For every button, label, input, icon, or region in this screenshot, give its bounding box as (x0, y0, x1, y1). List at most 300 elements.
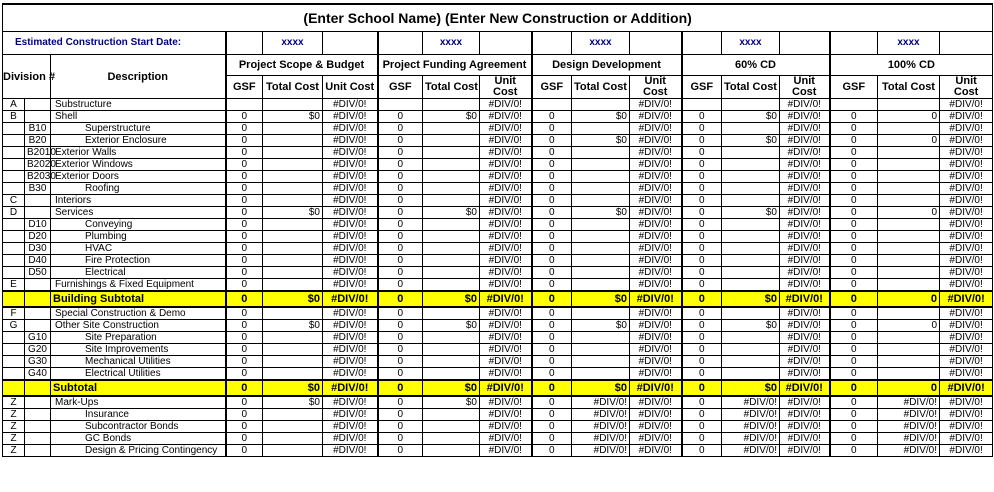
division-code[interactable]: C (3, 195, 25, 207)
total-cost-cell[interactable]: $0 (722, 291, 780, 307)
unit-cost-cell[interactable]: #DIV/0! (780, 368, 830, 381)
unit-cost-cell[interactable]: #DIV/0! (940, 111, 993, 123)
unit-cost-cell[interactable]: #DIV/0! (940, 171, 993, 183)
gsf-cell[interactable]: 0 (830, 396, 878, 409)
total-cost-cell[interactable]: $0 (423, 111, 480, 123)
total-cost-cell[interactable] (572, 123, 630, 135)
gsf-cell[interactable]: 0 (532, 123, 572, 135)
gsf-cell[interactable]: 0 (682, 433, 722, 445)
unit-cost-cell[interactable]: #DIV/0! (780, 279, 830, 292)
total-cost-cell[interactable] (572, 171, 630, 183)
unit-cost-cell[interactable]: #DIV/0! (940, 307, 993, 320)
unit-cost-cell[interactable]: #DIV/0! (630, 291, 682, 307)
unit-cost-cell[interactable]: #DIV/0! (940, 332, 993, 344)
subdivision-code[interactable]: D20 (25, 231, 51, 243)
unit-cost-cell[interactable]: #DIV/0! (323, 368, 378, 381)
unit-cost-cell[interactable]: #DIV/0! (630, 159, 682, 171)
total-cost-cell[interactable] (263, 99, 323, 111)
gsf-cell[interactable]: 0 (682, 255, 722, 267)
gsf-cell[interactable]: 0 (532, 433, 572, 445)
gsf-cell[interactable]: 0 (226, 433, 263, 445)
total-cost-cell[interactable]: $0 (572, 111, 630, 123)
gsf-cell[interactable]: 0 (830, 207, 878, 219)
division-code[interactable]: Z (3, 433, 25, 445)
gsf-cell[interactable]: 0 (226, 111, 263, 123)
gsf-cell[interactable]: 0 (226, 291, 263, 307)
total-cost-cell[interactable]: $0 (722, 320, 780, 332)
gsf-cell[interactable]: 0 (532, 195, 572, 207)
subdivision-code[interactable]: D30 (25, 243, 51, 255)
unit-cost-cell[interactable]: #DIV/0! (480, 111, 532, 123)
gsf-cell[interactable]: 0 (532, 171, 572, 183)
gsf-cell[interactable]: 0 (532, 344, 572, 356)
unit-cost-cell[interactable]: #DIV/0! (630, 135, 682, 147)
total-cost-cell[interactable] (423, 147, 480, 159)
division-code[interactable] (3, 356, 25, 368)
unit-cost-cell[interactable]: #DIV/0! (780, 159, 830, 171)
total-cost-cell[interactable] (722, 183, 780, 195)
unit-cost-cell[interactable]: #DIV/0! (940, 291, 993, 307)
total-cost-cell[interactable] (878, 356, 940, 368)
total-cost-cell[interactable] (722, 267, 780, 279)
gsf-cell[interactable]: 0 (830, 111, 878, 123)
division-code[interactable]: Z (3, 421, 25, 433)
unit-cost-cell[interactable]: #DIV/0! (630, 344, 682, 356)
description-cell[interactable]: Shell (51, 111, 226, 123)
unit-cost-cell[interactable]: #DIV/0! (780, 111, 830, 123)
description-cell[interactable]: Site Preparation (51, 332, 226, 344)
unit-cost-cell[interactable]: #DIV/0! (780, 183, 830, 195)
unit-cost-cell[interactable]: #DIV/0! (323, 396, 378, 409)
total-cost-cell[interactable]: $0 (263, 380, 323, 396)
gsf-cell[interactable]: 0 (378, 320, 423, 332)
unit-cost-cell[interactable]: #DIV/0! (940, 320, 993, 332)
unit-cost-cell[interactable]: #DIV/0! (630, 183, 682, 195)
gsf-cell[interactable]: 0 (682, 111, 722, 123)
total-cost-cell[interactable] (423, 183, 480, 195)
total-cost-cell[interactable]: #DIV/0! (572, 409, 630, 421)
unit-cost-cell[interactable]: #DIV/0! (940, 368, 993, 381)
total-cost-cell[interactable] (878, 171, 940, 183)
total-cost-cell[interactable]: #DIV/0! (572, 421, 630, 433)
total-cost-cell[interactable] (722, 171, 780, 183)
gsf-cell[interactable]: 0 (682, 421, 722, 433)
division-code[interactable] (3, 135, 25, 147)
unit-cost-cell[interactable]: #DIV/0! (630, 356, 682, 368)
unit-cost-cell[interactable]: #DIV/0! (780, 433, 830, 445)
unit-cost-cell[interactable]: #DIV/0! (323, 159, 378, 171)
total-cost-cell[interactable]: $0 (572, 291, 630, 307)
gsf-cell[interactable]: 0 (830, 231, 878, 243)
subdivision-code[interactable] (25, 207, 51, 219)
total-cost-cell[interactable]: #DIV/0! (722, 433, 780, 445)
gsf-cell[interactable]: 0 (830, 279, 878, 292)
description-cell[interactable]: Mechanical Utilities (51, 356, 226, 368)
total-cost-cell[interactable] (263, 332, 323, 344)
gsf-cell[interactable]: 0 (226, 320, 263, 332)
total-cost-cell[interactable] (572, 344, 630, 356)
subdivision-code[interactable]: D10 (25, 219, 51, 231)
subdivision-code[interactable]: B30 (25, 183, 51, 195)
total-cost-cell[interactable] (878, 255, 940, 267)
description-cell[interactable]: Interiors (51, 195, 226, 207)
gsf-cell[interactable]: 0 (682, 320, 722, 332)
gsf-cell[interactable]: 0 (830, 332, 878, 344)
unit-cost-cell[interactable]: #DIV/0! (323, 111, 378, 123)
unit-cost-cell[interactable]: #DIV/0! (480, 183, 532, 195)
description-cell[interactable]: Plumbing (51, 231, 226, 243)
unit-cost-cell[interactable]: #DIV/0! (780, 445, 830, 457)
gsf-cell[interactable]: 0 (682, 380, 722, 396)
unit-cost-cell[interactable]: #DIV/0! (323, 433, 378, 445)
unit-cost-cell[interactable]: #DIV/0! (940, 356, 993, 368)
gsf-cell[interactable]: 0 (532, 380, 572, 396)
start-date-value[interactable]: xxxx (423, 32, 480, 55)
total-cost-cell[interactable]: 0 (878, 380, 940, 396)
gsf-cell[interactable]: 0 (226, 279, 263, 292)
subdivision-code[interactable] (25, 195, 51, 207)
division-code[interactable] (3, 368, 25, 381)
subdivision-code[interactable] (25, 433, 51, 445)
gsf-cell[interactable]: 0 (830, 219, 878, 231)
gsf-cell[interactable]: 0 (532, 445, 572, 457)
total-cost-cell[interactable]: #DIV/0! (722, 445, 780, 457)
total-cost-cell[interactable] (263, 171, 323, 183)
total-cost-cell[interactable] (722, 219, 780, 231)
total-cost-cell[interactable] (423, 159, 480, 171)
total-cost-cell[interactable] (878, 243, 940, 255)
total-cost-cell[interactable] (722, 147, 780, 159)
total-cost-cell[interactable]: #DIV/0! (878, 421, 940, 433)
unit-cost-cell[interactable]: #DIV/0! (780, 243, 830, 255)
unit-cost-cell[interactable]: #DIV/0! (940, 279, 993, 292)
gsf-cell[interactable]: 0 (378, 307, 423, 320)
gsf-cell[interactable]: 0 (682, 207, 722, 219)
gsf-cell[interactable]: 0 (378, 207, 423, 219)
gsf-cell[interactable]: 0 (682, 147, 722, 159)
gsf-cell[interactable]: 0 (830, 445, 878, 457)
total-cost-cell[interactable] (878, 279, 940, 292)
total-cost-cell[interactable]: $0 (263, 320, 323, 332)
gsf-cell[interactable]: 0 (226, 255, 263, 267)
unit-cost-cell[interactable]: #DIV/0! (780, 135, 830, 147)
gsf-cell[interactable]: 0 (532, 291, 572, 307)
unit-cost-cell[interactable]: #DIV/0! (780, 219, 830, 231)
gsf-cell[interactable]: 0 (830, 433, 878, 445)
total-cost-cell[interactable] (878, 307, 940, 320)
total-cost-cell[interactable] (263, 344, 323, 356)
description-cell[interactable]: Services (51, 207, 226, 219)
total-cost-cell[interactable] (423, 171, 480, 183)
description-cell[interactable]: Roofing (51, 183, 226, 195)
description-cell[interactable]: Exterior Windows (51, 159, 226, 171)
unit-cost-cell[interactable]: #DIV/0! (323, 147, 378, 159)
unit-cost-cell[interactable]: #DIV/0! (323, 320, 378, 332)
unit-cost-cell[interactable]: #DIV/0! (940, 183, 993, 195)
unit-cost-cell[interactable]: #DIV/0! (480, 219, 532, 231)
division-code[interactable]: A (3, 99, 25, 111)
total-cost-cell[interactable]: $0 (572, 135, 630, 147)
total-cost-cell[interactable]: #DIV/0! (722, 421, 780, 433)
division-code[interactable] (3, 183, 25, 195)
gsf-cell[interactable]: 0 (830, 356, 878, 368)
gsf-cell[interactable]: 0 (532, 356, 572, 368)
unit-cost-cell[interactable]: #DIV/0! (630, 243, 682, 255)
division-code[interactable] (3, 171, 25, 183)
gsf-cell[interactable]: 0 (378, 231, 423, 243)
total-cost-cell[interactable] (423, 243, 480, 255)
gsf-cell[interactable]: 0 (532, 231, 572, 243)
unit-cost-cell[interactable]: #DIV/0! (940, 380, 993, 396)
unit-cost-cell[interactable]: #DIV/0! (323, 421, 378, 433)
gsf-cell[interactable]: 0 (532, 207, 572, 219)
unit-cost-cell[interactable]: #DIV/0! (323, 291, 378, 307)
total-cost-cell[interactable]: $0 (263, 291, 323, 307)
unit-cost-cell[interactable]: #DIV/0! (940, 243, 993, 255)
unit-cost-cell[interactable]: #DIV/0! (480, 368, 532, 381)
total-cost-cell[interactable] (263, 279, 323, 292)
unit-cost-cell[interactable]: #DIV/0! (323, 267, 378, 279)
total-cost-cell[interactable] (263, 219, 323, 231)
unit-cost-cell[interactable]: #DIV/0! (780, 171, 830, 183)
unit-cost-cell[interactable]: #DIV/0! (940, 159, 993, 171)
unit-cost-cell[interactable]: #DIV/0! (940, 433, 993, 445)
unit-cost-cell[interactable]: #DIV/0! (323, 279, 378, 292)
total-cost-cell[interactable] (572, 255, 630, 267)
gsf-cell[interactable]: 0 (532, 409, 572, 421)
unit-cost-cell[interactable]: #DIV/0! (940, 421, 993, 433)
gsf-cell[interactable]: 0 (532, 135, 572, 147)
division-code[interactable] (3, 344, 25, 356)
total-cost-cell[interactable] (878, 344, 940, 356)
unit-cost-cell[interactable]: #DIV/0! (630, 147, 682, 159)
unit-cost-cell[interactable]: #DIV/0! (630, 123, 682, 135)
gsf-cell[interactable] (378, 99, 423, 111)
description-cell[interactable]: Site Improvements (51, 344, 226, 356)
unit-cost-cell[interactable]: #DIV/0! (940, 219, 993, 231)
total-cost-cell[interactable] (263, 159, 323, 171)
total-cost-cell[interactable] (423, 421, 480, 433)
gsf-cell[interactable]: 0 (226, 159, 263, 171)
gsf-cell[interactable]: 0 (830, 123, 878, 135)
division-code[interactable] (3, 159, 25, 171)
total-cost-cell[interactable] (572, 267, 630, 279)
total-cost-cell[interactable]: 0 (878, 111, 940, 123)
unit-cost-cell[interactable]: #DIV/0! (780, 195, 830, 207)
total-cost-cell[interactable] (263, 255, 323, 267)
unit-cost-cell[interactable]: #DIV/0! (323, 195, 378, 207)
total-cost-cell[interactable] (572, 356, 630, 368)
unit-cost-cell[interactable]: #DIV/0! (780, 409, 830, 421)
unit-cost-cell[interactable]: #DIV/0! (940, 409, 993, 421)
unit-cost-cell[interactable]: #DIV/0! (323, 123, 378, 135)
unit-cost-cell[interactable]: #DIV/0! (323, 171, 378, 183)
unit-cost-cell[interactable]: #DIV/0! (480, 207, 532, 219)
division-code[interactable] (3, 231, 25, 243)
division-code[interactable]: Z (3, 409, 25, 421)
subdivision-code[interactable]: G40 (25, 368, 51, 381)
gsf-cell[interactable]: 0 (378, 171, 423, 183)
gsf-cell[interactable]: 0 (682, 123, 722, 135)
total-cost-cell[interactable] (423, 445, 480, 457)
gsf-cell[interactable]: 0 (226, 356, 263, 368)
unit-cost-cell[interactable]: #DIV/0! (480, 123, 532, 135)
division-code[interactable]: E (3, 279, 25, 292)
total-cost-cell[interactable] (423, 356, 480, 368)
total-cost-cell[interactable] (423, 267, 480, 279)
gsf-cell[interactable]: 0 (226, 396, 263, 409)
unit-cost-cell[interactable]: #DIV/0! (780, 307, 830, 320)
total-cost-cell[interactable]: #DIV/0! (722, 409, 780, 421)
start-date-value[interactable]: xxxx (722, 32, 780, 55)
division-code[interactable]: B (3, 111, 25, 123)
total-cost-cell[interactable]: 0 (878, 135, 940, 147)
gsf-cell[interactable] (226, 99, 263, 111)
gsf-cell[interactable]: 0 (532, 267, 572, 279)
unit-cost-cell[interactable]: #DIV/0! (480, 344, 532, 356)
unit-cost-cell[interactable]: #DIV/0! (780, 267, 830, 279)
unit-cost-cell[interactable]: #DIV/0! (480, 231, 532, 243)
gsf-cell[interactable]: 0 (830, 409, 878, 421)
gsf-cell[interactable]: 0 (532, 219, 572, 231)
unit-cost-cell[interactable]: #DIV/0! (480, 356, 532, 368)
unit-cost-cell[interactable]: #DIV/0! (480, 255, 532, 267)
gsf-cell[interactable]: 0 (682, 171, 722, 183)
unit-cost-cell[interactable]: #DIV/0! (480, 291, 532, 307)
unit-cost-cell[interactable]: #DIV/0! (630, 219, 682, 231)
gsf-cell[interactable]: 0 (682, 332, 722, 344)
unit-cost-cell[interactable]: #DIV/0! (323, 99, 378, 111)
gsf-cell[interactable]: 0 (226, 307, 263, 320)
total-cost-cell[interactable] (423, 433, 480, 445)
subdivision-code[interactable] (25, 421, 51, 433)
unit-cost-cell[interactable]: #DIV/0! (323, 183, 378, 195)
total-cost-cell[interactable] (722, 332, 780, 344)
gsf-cell[interactable]: 0 (226, 445, 263, 457)
gsf-cell[interactable]: 0 (830, 421, 878, 433)
unit-cost-cell[interactable]: #DIV/0! (630, 409, 682, 421)
gsf-cell[interactable]: 0 (226, 267, 263, 279)
gsf-cell[interactable]: 0 (226, 380, 263, 396)
total-cost-cell[interactable]: #DIV/0! (572, 445, 630, 457)
total-cost-cell[interactable] (722, 195, 780, 207)
gsf-cell[interactable]: 0 (226, 123, 263, 135)
total-cost-cell[interactable] (572, 307, 630, 320)
gsf-cell[interactable]: 0 (378, 183, 423, 195)
total-cost-cell[interactable] (878, 219, 940, 231)
gsf-cell[interactable]: 0 (532, 111, 572, 123)
unit-cost-cell[interactable]: #DIV/0! (780, 396, 830, 409)
unit-cost-cell[interactable]: #DIV/0! (630, 195, 682, 207)
unit-cost-cell[interactable]: #DIV/0! (940, 135, 993, 147)
unit-cost-cell[interactable]: #DIV/0! (480, 307, 532, 320)
start-date-value[interactable]: xxxx (572, 32, 630, 55)
gsf-cell[interactable]: 0 (378, 291, 423, 307)
gsf-cell[interactable]: 0 (378, 433, 423, 445)
gsf-cell[interactable]: 0 (830, 243, 878, 255)
total-cost-cell[interactable]: 0 (878, 207, 940, 219)
description-cell[interactable]: Mark-Ups (51, 396, 226, 409)
unit-cost-cell[interactable]: #DIV/0! (480, 409, 532, 421)
total-cost-cell[interactable] (263, 421, 323, 433)
description-cell[interactable]: Other Site Construction (51, 320, 226, 332)
gsf-cell[interactable] (682, 99, 722, 111)
gsf-cell[interactable]: 0 (532, 243, 572, 255)
total-cost-cell[interactable] (423, 332, 480, 344)
gsf-cell[interactable]: 0 (830, 320, 878, 332)
total-cost-cell[interactable] (722, 243, 780, 255)
unit-cost-cell[interactable]: #DIV/0! (780, 291, 830, 307)
gsf-cell[interactable]: 0 (378, 356, 423, 368)
gsf-cell[interactable]: 0 (378, 396, 423, 409)
unit-cost-cell[interactable]: #DIV/0! (323, 231, 378, 243)
total-cost-cell[interactable]: $0 (423, 320, 480, 332)
unit-cost-cell[interactable]: #DIV/0! (480, 135, 532, 147)
unit-cost-cell[interactable]: #DIV/0! (323, 356, 378, 368)
gsf-cell[interactable]: 0 (226, 231, 263, 243)
total-cost-cell[interactable] (423, 135, 480, 147)
gsf-cell[interactable]: 0 (532, 147, 572, 159)
subdivision-code[interactable] (25, 99, 51, 111)
total-cost-cell[interactable] (423, 123, 480, 135)
gsf-cell[interactable]: 0 (378, 147, 423, 159)
total-cost-cell[interactable] (572, 183, 630, 195)
gsf-cell[interactable]: 0 (830, 267, 878, 279)
unit-cost-cell[interactable]: #DIV/0! (780, 255, 830, 267)
total-cost-cell[interactable]: #DIV/0! (722, 396, 780, 409)
gsf-cell[interactable]: 0 (682, 279, 722, 292)
unit-cost-cell[interactable]: #DIV/0! (940, 207, 993, 219)
gsf-cell[interactable]: 0 (682, 243, 722, 255)
unit-cost-cell[interactable]: #DIV/0! (940, 267, 993, 279)
unit-cost-cell[interactable]: #DIV/0! (630, 255, 682, 267)
unit-cost-cell[interactable]: #DIV/0! (480, 433, 532, 445)
subdivision-code[interactable] (25, 445, 51, 457)
gsf-cell[interactable]: 0 (682, 231, 722, 243)
total-cost-cell[interactable]: $0 (722, 380, 780, 396)
gsf-cell[interactable]: 0 (378, 368, 423, 381)
gsf-cell[interactable]: 0 (378, 243, 423, 255)
gsf-cell[interactable]: 0 (378, 421, 423, 433)
start-date-value[interactable]: xxxx (263, 32, 323, 55)
unit-cost-cell[interactable]: #DIV/0! (323, 255, 378, 267)
total-cost-cell[interactable]: $0 (722, 135, 780, 147)
total-cost-cell[interactable] (722, 255, 780, 267)
total-cost-cell[interactable] (572, 231, 630, 243)
subdivision-code[interactable]: D50 (25, 267, 51, 279)
division-code[interactable]: Z (3, 445, 25, 457)
total-cost-cell[interactable] (722, 356, 780, 368)
unit-cost-cell[interactable]: #DIV/0! (630, 320, 682, 332)
unit-cost-cell[interactable]: #DIV/0! (630, 421, 682, 433)
subdivision-code[interactable] (25, 320, 51, 332)
unit-cost-cell[interactable]: #DIV/0! (630, 171, 682, 183)
gsf-cell[interactable]: 0 (682, 183, 722, 195)
total-cost-cell[interactable]: #DIV/0! (878, 396, 940, 409)
subdivision-code[interactable] (25, 307, 51, 320)
unit-cost-cell[interactable]: #DIV/0! (630, 231, 682, 243)
total-cost-cell[interactable]: $0 (572, 320, 630, 332)
unit-cost-cell[interactable]: #DIV/0! (630, 368, 682, 381)
total-cost-cell[interactable] (878, 332, 940, 344)
division-code[interactable] (3, 147, 25, 159)
unit-cost-cell[interactable]: #DIV/0! (780, 332, 830, 344)
subdivision-code[interactable]: D40 (25, 255, 51, 267)
unit-cost-cell[interactable]: #DIV/0! (323, 409, 378, 421)
unit-cost-cell[interactable]: #DIV/0! (480, 320, 532, 332)
total-cost-cell[interactable] (722, 279, 780, 292)
gsf-cell[interactable]: 0 (532, 332, 572, 344)
